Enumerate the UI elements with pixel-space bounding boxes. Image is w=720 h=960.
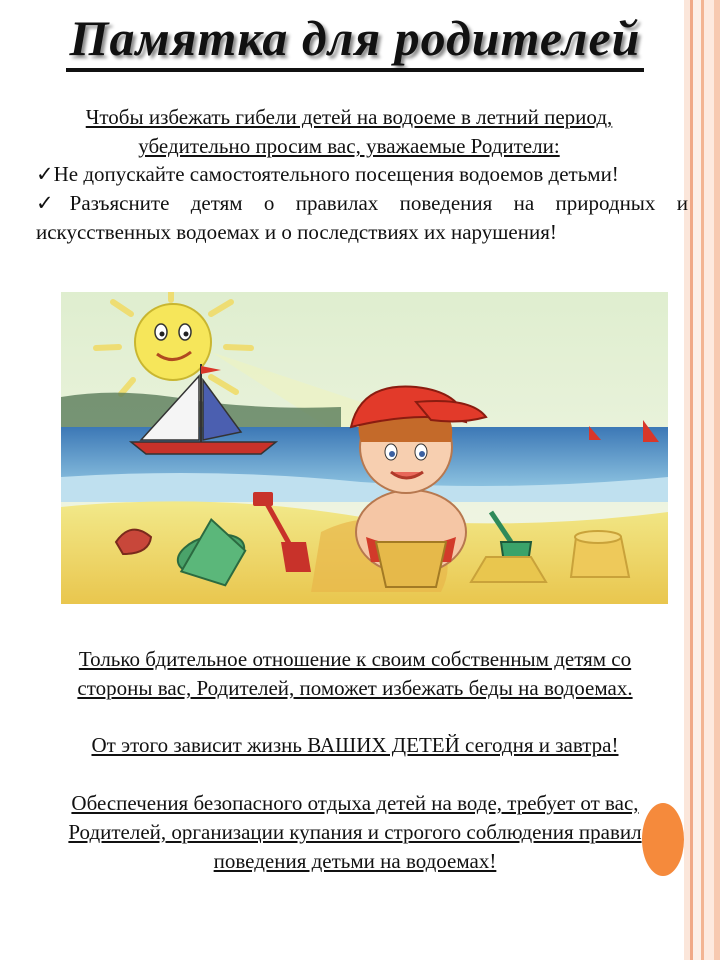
title-area (0, 10, 720, 72)
check-icon: ✓ (36, 191, 70, 215)
bullet-text: Не допускайте самостоятельного посещения водоемов детьми! (53, 162, 619, 186)
check-icon: ✓ (36, 162, 54, 186)
message-line: От этого зависит жизнь ВАШИХ ДЕТЕЙ сегодня и завтра! (91, 733, 619, 757)
message-line: Родителей, организации купания и строгого соблюдения правил (68, 820, 642, 844)
page-title: Памятка для родителей (66, 10, 645, 72)
bullet-item (36, 160, 688, 189)
beach-illustration (61, 292, 668, 604)
message-lives (20, 731, 690, 760)
intro-text (36, 103, 662, 161)
intro-line-1: Чтобы избежать гибели детей на водоеме в летний период, (85, 105, 613, 129)
message-line: стороны вас, Родителей, поможет избежать беды на водоемах. (77, 676, 633, 700)
message-vigilance (20, 645, 690, 703)
message-line: Обеспечения безопасного отдыха детей на воде, требует от вас, (71, 791, 639, 815)
decorative-orange-circle (642, 803, 684, 876)
bullet-list (36, 160, 688, 247)
bullet-text: Разъясните детям о правилах поведения на природных и искусственных водоемах и о последствиях их нарушения! (36, 191, 688, 244)
bullet-item (36, 189, 688, 247)
intro-line-2: убедительно просим вас, уважаемые Родители: (138, 134, 560, 158)
message-line: поведения детьми на водоемах! (213, 849, 497, 873)
message-safety (20, 789, 690, 876)
message-line: Только бдительное отношение к своим собственным детям со (78, 647, 632, 671)
